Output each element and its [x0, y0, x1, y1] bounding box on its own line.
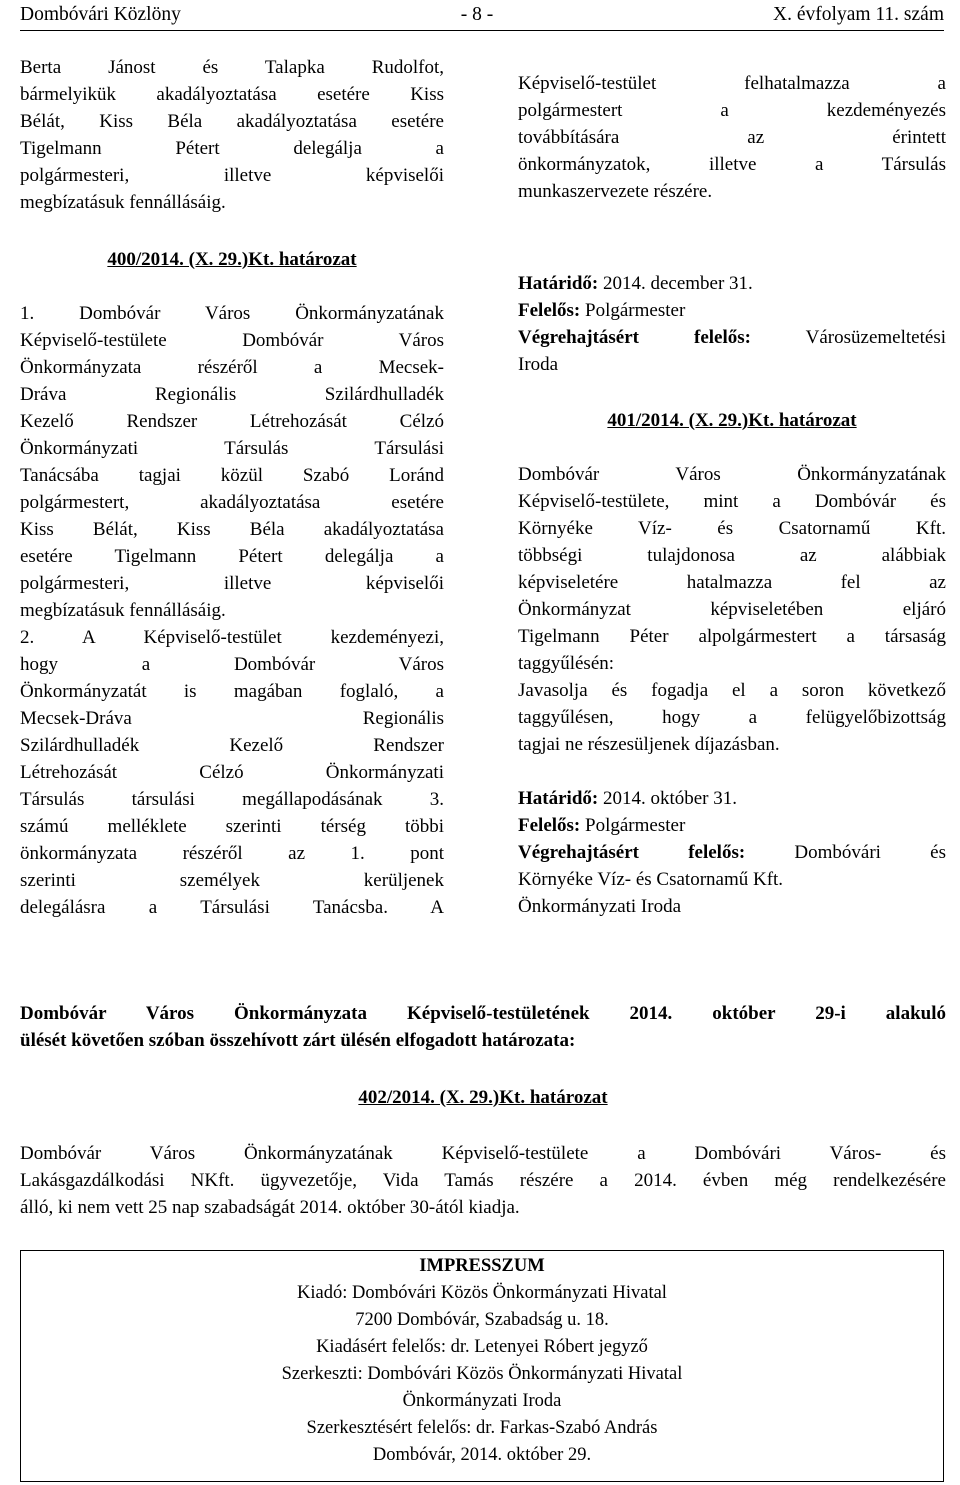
text-line: Tanácsába tagjai közül Szabó Loránd: [20, 465, 444, 486]
responsible-label: Felelős:: [518, 300, 581, 321]
text-line: 2. A Képviselő-testület kezdeményezi,: [20, 627, 444, 648]
text-line: Mecsek-Dráva Regionális: [20, 708, 444, 729]
right-column: [518, 70, 946, 205]
impressum-line: Kiadó: Dombóvári Közös Önkormányzati Hivatal: [297, 1283, 667, 1303]
text-line: Lakásgazdálkodási NKft. ügyvezetője, Vida Tamás részére a 2014. évben még rendelkezésére: [20, 1170, 946, 1191]
resolution-400-para2: [20, 624, 444, 921]
text-line: Berta Jánost és Talapka Rudolfot,: [20, 57, 444, 78]
executor-2-cont: Önkormányzati Iroda: [518, 896, 682, 917]
text-line: megbízatásuk fennállásáig.: [20, 600, 226, 621]
page-header: [20, 2, 944, 31]
impressum-line: Dombóvár, 2014. október 29.: [372, 1445, 592, 1465]
text-line: Létrehozását Célzó Önkormányzati: [20, 762, 444, 783]
left-column: [20, 54, 444, 921]
text-line: önkormányzatok, illetve a Társulás: [518, 154, 946, 175]
text-line: Kiss Bélát, Kiss Béla akadályoztatása: [20, 519, 444, 540]
impressum-line: Szerkesztésért felelős: dr. Farkas-Szabó András: [306, 1418, 658, 1438]
text-line: bármelyikük akadályoztatása esetére Kiss: [20, 84, 444, 105]
volume-info: X. évfolyam 11. szám: [773, 4, 944, 25]
executor-value: Dombóvári és: [745, 842, 946, 863]
text-line: Dombóvár Város Önkormányzatának Képviselő-testülete a Dombóvári Város- és: [20, 1143, 946, 1164]
publication-name: Dombóvári Közlöny: [20, 4, 181, 25]
text-line: Képviselő-testülete Dombóvár Város: [20, 330, 444, 351]
text-line: megbízatásuk fennállásáig.: [20, 192, 226, 213]
deadline-label: Határidő:: [518, 788, 599, 809]
text-line: Tigelmann Péter alpolgármestert a társaság: [518, 626, 946, 647]
impressum-line: 7200 Dombóvár, Szabadság u. 18.: [355, 1310, 609, 1330]
text-line: álló, ki nem vett 25 nap szabadságát 2014. október 30-ától kiadja.: [20, 1197, 520, 1218]
text-line: Dombóvár Város Önkormányzatának: [518, 464, 946, 485]
resolution-401-para: [518, 461, 946, 758]
text-line: Önkormányzat képviseletében eljáró: [518, 599, 946, 620]
text-line: továbbítására az érintett: [518, 127, 946, 148]
closed-session-heading: ülését követően szóban összehívott zárt ülésén elfogadott határozata:: [20, 1030, 576, 1051]
text-line: Önkormányzata részéről a Mecsek-: [20, 357, 444, 378]
text-line: képviseletére hatalmazza fel az: [518, 572, 946, 593]
text-line: Képviselő-testülete, mint a Dombóvár és: [518, 491, 946, 512]
executor-1-cont: Iroda: [518, 354, 559, 375]
right-column-meta-1: [518, 270, 946, 920]
resolution-400-para1: [20, 300, 444, 624]
text-line: számú melléklete szerinti térség többi: [20, 816, 444, 837]
resolution-title-text: 402/2014. (X. 29.)Kt. határozat: [358, 1087, 608, 1108]
executor-value: Városüzemeltetési: [750, 327, 946, 348]
resolution-title-text: 400/2014. (X. 29.)Kt. határozat: [107, 249, 357, 270]
responsible-1: [518, 297, 946, 324]
text-line: önkormányzata részéről az 1. pont: [20, 843, 444, 864]
text-line: delegálásra a Társulási Tanácsba. A: [20, 897, 444, 918]
impressum-line: Kiadásért felelős: dr. Letenyei Róbert jegyző: [316, 1337, 648, 1357]
closed-session-heading: Dombóvár Város Önkormányzata Képviselő-testületének 2014. október 29-i alakuló: [20, 1003, 946, 1024]
text-line: Dráva Regionális Szilárdhulladék: [20, 384, 444, 405]
intro-paragraph: [20, 54, 444, 216]
impressum-box: [20, 1250, 944, 1482]
executor-2: [518, 839, 946, 866]
text-line: szerinti személyek kerüljenek: [20, 870, 444, 891]
executor-1: [518, 324, 946, 351]
deadline-value: 2014. december 31.: [598, 273, 753, 294]
deadline-2: [518, 785, 946, 812]
page-number: - 8 -: [460, 4, 494, 25]
text-line: Önkormányzatát is magában foglaló, a: [20, 681, 444, 702]
text-line: esetére Tigelmann Pétert delegálja a: [20, 546, 444, 567]
responsible-2: [518, 812, 946, 839]
text-line: 1. Dombóvár Város Önkormányzatának: [20, 303, 444, 324]
text-line: többségi tulajdonosa az alábbiak: [518, 545, 946, 566]
impressum-line: Szerkeszti: Dombóvári Közös Önkormányzati Hivatal: [281, 1364, 683, 1384]
text-line: Kezelő Rendszer Létrehozását Célzó: [20, 411, 444, 432]
text-line: tagjai ne részesüljenek díjazásban.: [518, 734, 780, 755]
executor-label: Végrehajtásért felelős:: [518, 842, 746, 863]
resolution-title-text: 401/2014. (X. 29.)Kt. határozat: [607, 410, 857, 431]
text-line: Önkormányzati Társulás Társulási: [20, 438, 444, 459]
text-line: Bélát, Kiss Béla akadályoztatása esetére: [20, 111, 444, 132]
text-line: Környéke Víz- és Csatornamű Kft.: [518, 518, 946, 539]
impressum-title: IMPRESSZUM: [419, 1256, 545, 1276]
resolution-title-400: [20, 246, 444, 273]
text-line: Javasolja és fogadja el a soron következő: [518, 680, 946, 701]
executor-2-cont: Környéke Víz- és Csatornamű Kft.: [518, 869, 784, 890]
text-line: Tigelmann Pétert delegálja a: [20, 138, 444, 159]
text-line: hogy a Dombóvár Város: [20, 654, 444, 675]
text-line: polgármestert, akadályoztatása esetére: [20, 492, 444, 513]
resolution-title-402: [20, 1084, 946, 1111]
deadline-value: 2014. október 31.: [598, 788, 738, 809]
text-line: taggyűlésén:: [518, 653, 615, 674]
text-line: Szilárdhulladék Kezelő Rendszer: [20, 735, 444, 756]
text-line: taggyűlésen, hogy a felügyelőbizottság: [518, 707, 946, 728]
text-line: polgármesteri, illetve képviselői: [20, 165, 444, 186]
resolution-title-401: [518, 407, 946, 434]
impressum-line: Önkormányzati Iroda: [402, 1391, 562, 1411]
continuation-paragraph: [518, 70, 946, 205]
responsible-label: Felelős:: [518, 815, 581, 836]
deadline-label: Határidő:: [518, 273, 599, 294]
executor-label: Végrehajtásért felelős:: [518, 327, 751, 348]
text-line: polgármesteri, illetve képviselői: [20, 573, 444, 594]
text-line: Képviselő-testület felhatalmazza a: [518, 73, 946, 94]
deadline-1: [518, 270, 946, 297]
text-line: Társulás társulási megállapodásának 3.: [20, 789, 444, 810]
text-line: munkaszervezete részére.: [518, 181, 713, 202]
responsible-value: Polgármester: [580, 300, 686, 321]
responsible-value: Polgármester: [580, 815, 686, 836]
closed-session-section: [20, 1000, 946, 1221]
text-line: polgármestert a kezdeményezés: [518, 100, 946, 121]
